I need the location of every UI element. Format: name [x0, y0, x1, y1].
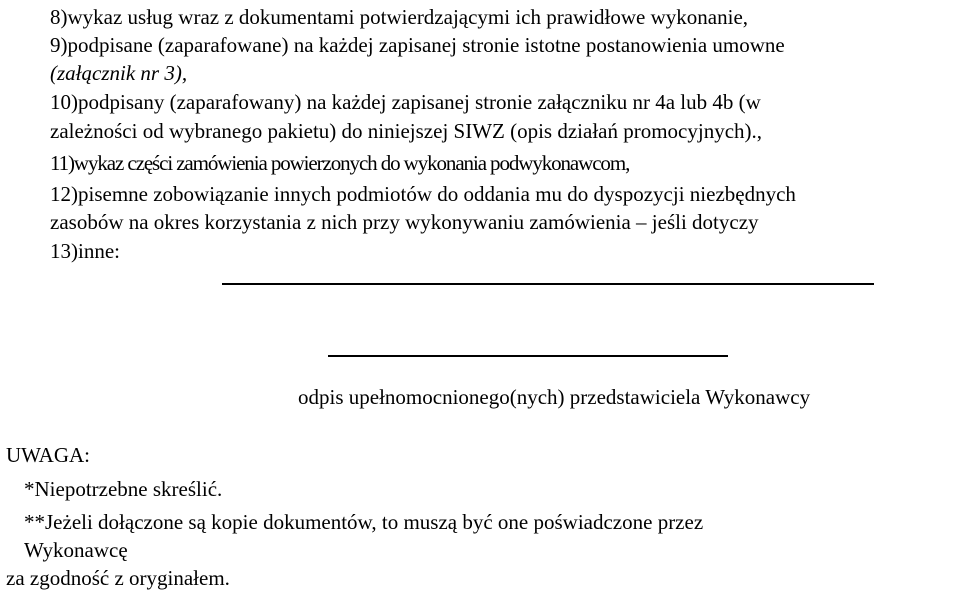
note-2: **Jeżeli dołączone są kopie dokumentów, to muszą być one poświadczone przez — [24, 510, 704, 534]
list-item-9-continuation: (załącznik nr 3), — [50, 61, 188, 85]
other-documents-blank-line — [222, 283, 874, 285]
notes-heading: UWAGA: — [6, 443, 90, 467]
list-item-10-continuation: zależności od wybranego pakietu) do niniejszej SIWZ (opis działań promocyjnych)., — [50, 119, 763, 143]
note-2-ending: za zgodność z oryginałem. — [6, 566, 230, 590]
list-item-10: 10)podpisany (zaparafowany) na każdej zapisanej stronie załączniku nr 4a lub 4b (w — [50, 90, 761, 114]
list-item-13: 13)inne: — [50, 239, 120, 263]
signature-line — [328, 355, 728, 357]
note-1: *Niepotrzebne skreślić. — [24, 477, 223, 501]
list-item-12-continuation: zasobów na okres korzystania z nich przy wykonywaniu zamówienia – jeśli dotyczy — [50, 210, 759, 234]
list-item-9: 9)podpisane (zaparafowane) na każdej zapisanej stronie istotne postanowienia umowne — [50, 33, 785, 57]
list-item-11: 11)wykaz części zamówienia powierzonych do wykonania podwykonawcom, — [50, 151, 630, 175]
list-item-12: 12)pisemne zobowiązanie innych podmiotów do oddania mu do dyspozycji niezbędnych — [50, 182, 796, 206]
signature-caption: odpis upełnomocnionego(nych) przedstawiciela Wykonawcy — [298, 385, 811, 409]
list-item-8: 8)wykaz usług wraz z dokumentami potwierdzającymi ich prawidłowe wykonanie, — [50, 5, 749, 29]
note-2-continuation: Wykonawcę — [24, 538, 128, 562]
